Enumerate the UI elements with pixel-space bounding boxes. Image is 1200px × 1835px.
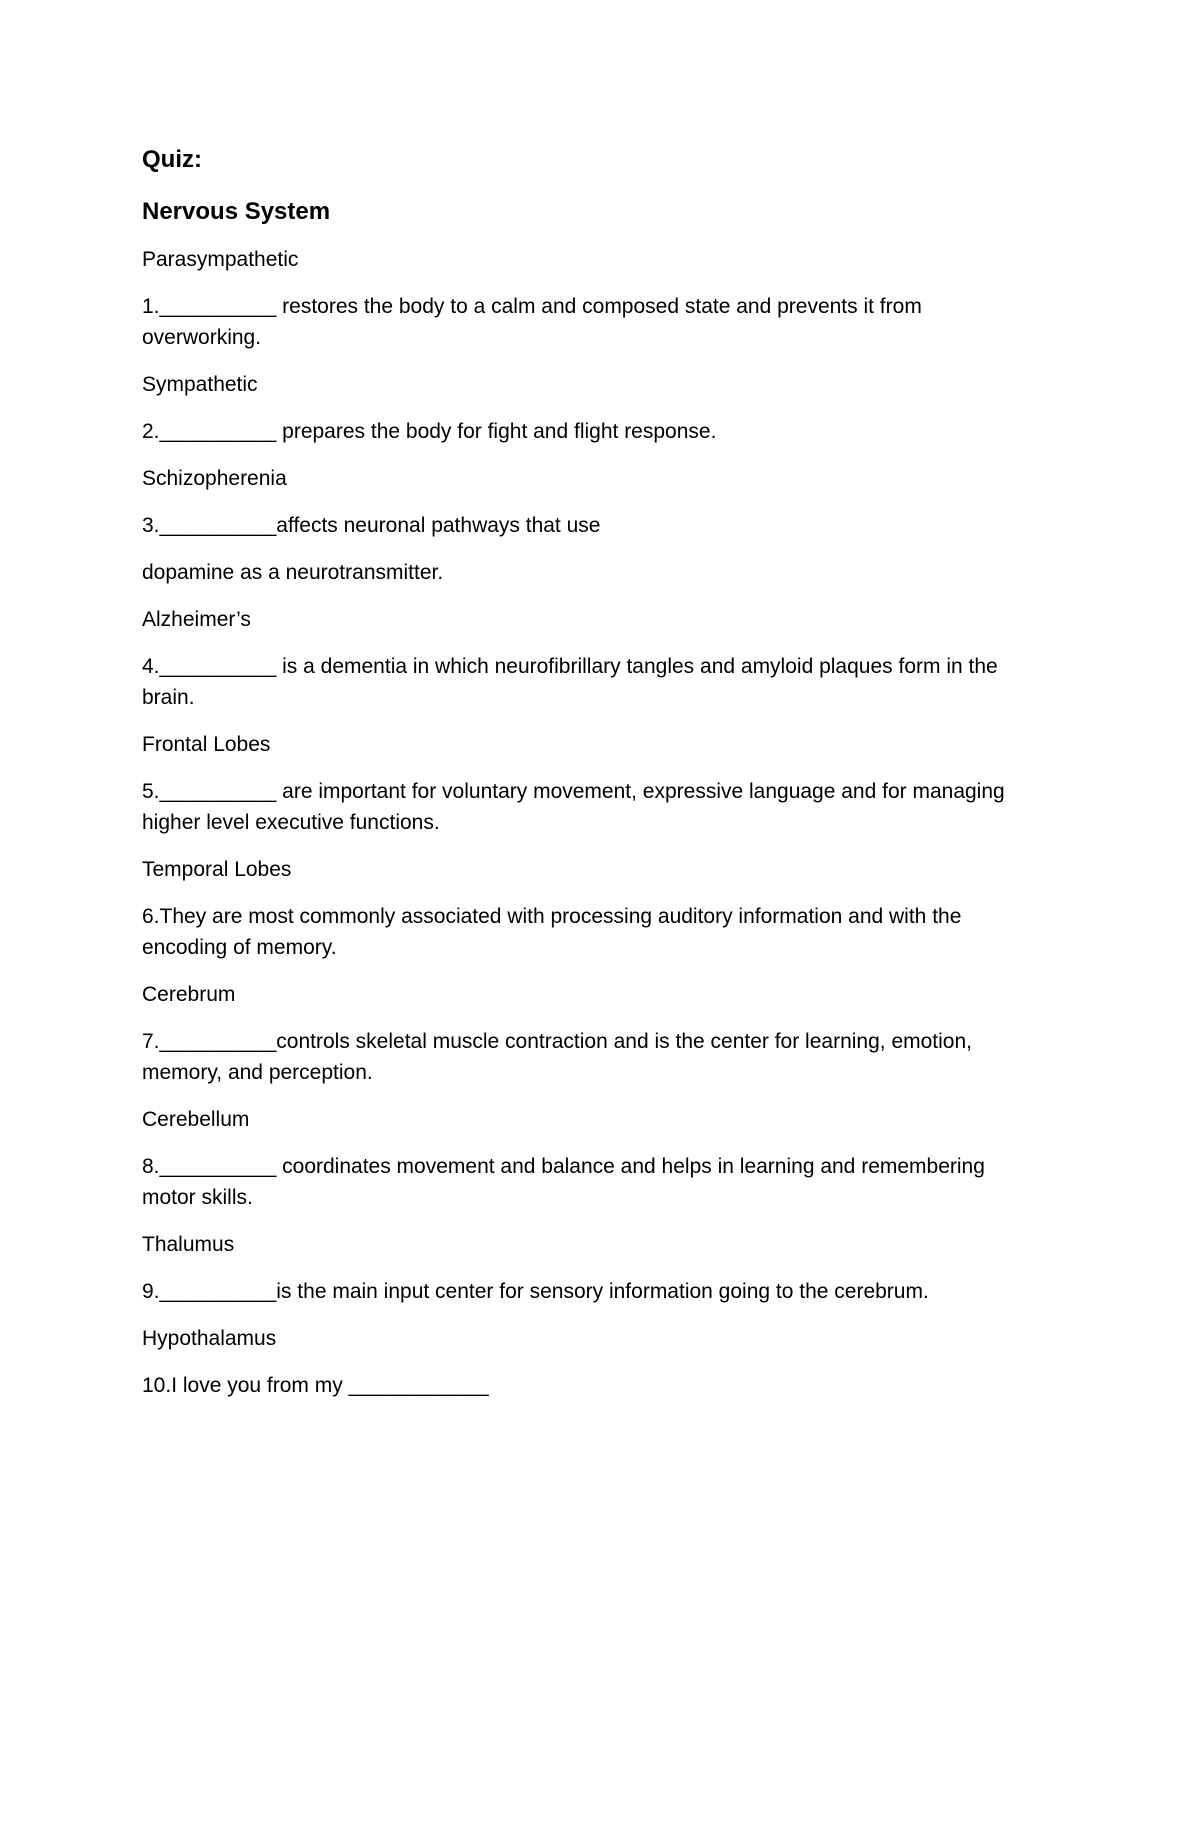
answer-label-4: Alzheimer’s xyxy=(142,608,251,631)
question-4: 4.__________ is a dementia in which neurofibrillary tangles and amyloid plaques form in the brain. xyxy=(142,655,1004,709)
answer-label-10: Hypothalamus xyxy=(142,1327,277,1350)
answer-label-7: Cerebrum xyxy=(142,983,236,1006)
question-9: 9.__________is the main input center for sensory information going to the cerebrum. xyxy=(142,1280,929,1303)
question-3-continued: dopamine as a neurotransmitter. xyxy=(142,561,444,584)
question-3: 3.__________affects neuronal pathways that use xyxy=(142,514,601,537)
answer-label-5: Frontal Lobes xyxy=(142,733,271,756)
answer-label-1: Parasympathetic xyxy=(142,248,299,271)
question-2: 2.__________ prepares the body for fight and flight response. xyxy=(142,420,717,443)
question-8: 8.__________ coordinates movement and balance and helps in learning and remembering motor skills. xyxy=(142,1155,991,1209)
answer-label-8: Cerebellum xyxy=(142,1108,250,1131)
answer-label-6: Temporal Lobes xyxy=(142,858,292,881)
quiz-content xyxy=(142,145,1042,1417)
answer-label-9: Thalumus xyxy=(142,1233,235,1256)
question-7: 7.__________controls skeletal muscle contraction and is the center for learning, emotion, memory, and perception. xyxy=(142,1030,978,1084)
question-1: 1.__________ restores the body to a calm and composed state and prevents it from overworking. xyxy=(142,295,928,349)
question-6: 6.They are most commonly associated with processing auditory information and with the encoding of memory. xyxy=(142,905,968,959)
answer-label-3: Schizopherenia xyxy=(142,467,287,490)
answer-label-2: Sympathetic xyxy=(142,373,258,396)
question-10: 10.I love you from my ____________ xyxy=(142,1374,489,1397)
quiz-title: Quiz: xyxy=(142,146,202,173)
quiz-subtitle: Nervous System xyxy=(142,198,331,225)
question-5: 5.__________ are important for voluntary movement, expressive language and for managing higher level executive functions. xyxy=(142,780,1011,834)
